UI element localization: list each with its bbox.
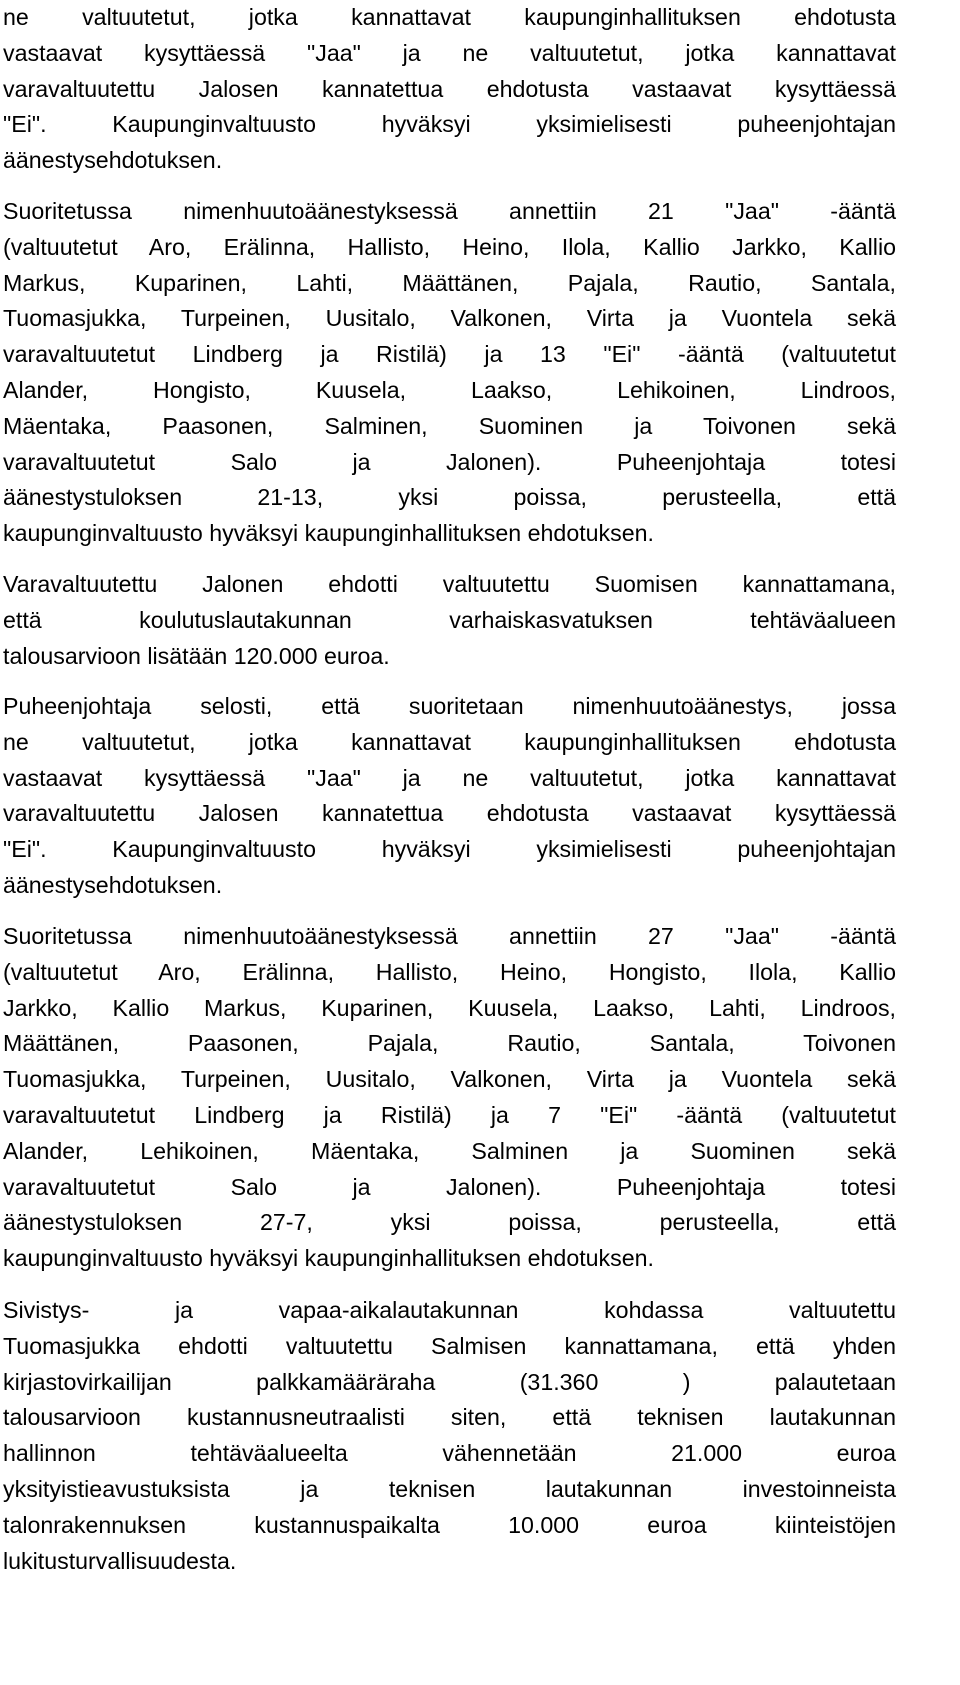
text-line: Suoritetussa nimenhuutoäänestyksessä annettiin 21 "Jaa" -ääntä	[3, 198, 896, 224]
text-line: kaupunginvaltuusto hyväksyi kaupunginhallituksen ehdotuksen.	[3, 520, 654, 547]
text-line: Markus, Kuparinen, Lahti, Määttänen, Pajala, Rautio, Santala,	[3, 269, 896, 296]
text-line: yksityistieavustuksista ja teknisen lautakunnan investoinneista	[3, 1475, 896, 1502]
paragraph-jalonen-proposal	[3, 567, 896, 674]
text-line: lukitusturvallisuudesta.	[3, 1547, 237, 1574]
text-line: varavaltuutetut Lindberg ja Ristilä) ja 7 "Ei" -ääntä (valtuutetut	[3, 1101, 896, 1128]
text-line: äänestysehdotuksen.	[3, 147, 223, 174]
text-line: Tuomasjukka ehdotti valtuutettu Salmisen kannattamana, että yhden	[3, 1332, 896, 1359]
text-line: hallinnon tehtäväalueelta vähennetään 21.000 euroa	[3, 1440, 896, 1467]
text-line: vastaavat kysyttäessä "Jaa" ja ne valtuutetut, jotka kannattavat	[3, 764, 896, 791]
paragraph-vote-procedure-intro-end	[3, 0, 896, 179]
text-line: talonrakennuksen kustannuspaikalta 10.000 euroa kiinteistöjen	[3, 1511, 896, 1538]
text-line: talousarvioon kustannusneutraalisti siten, että teknisen lautakunnan	[3, 1404, 896, 1431]
text-line: talousarvioon lisätään 120.000 euroa.	[3, 642, 390, 669]
text-line: Mäentaka, Paasonen, Salminen, Suominen ja Toivonen sekä	[3, 412, 896, 439]
text-line: Varavaltuutettu Jalonen ehdotti valtuutettu Suomisen kannattamana,	[3, 571, 896, 597]
text-line: varavaltuutettu Jalosen kannatettua ehdotusta vastaavat kysyttäessä	[3, 800, 896, 827]
text-line: varavaltuutettu Jalosen kannatettua ehdotusta vastaavat kysyttäessä	[3, 75, 896, 102]
text-line: Jarkko, Kallio Markus, Kuparinen, Kuusela, Laakso, Lahti, Lindroos,	[3, 994, 896, 1021]
text-line: varavaltuutetut Salo ja Jalonen). Puheenjohtaja totesi	[3, 448, 896, 475]
text-line: (valtuutetut Aro, Erälinna, Hallisto, Heino, Ilola, Kallio Jarkko, Kallio	[3, 233, 896, 260]
text-line: "Ei". Kaupunginvaltuusto hyväksyi yksimielisesti puheenjohtajan	[3, 111, 896, 138]
text-line: (valtuutetut Aro, Erälinna, Hallisto, Heino, Hongisto, Ilola, Kallio	[3, 958, 896, 985]
text-line: ne valtuutetut, jotka kannattavat kaupunginhallituksen ehdotusta	[3, 4, 896, 30]
text-line: Määttänen, Paasonen, Pajala, Rautio, Santala, Toivonen	[3, 1030, 896, 1057]
text-line: Tuomasjukka, Turpeinen, Uusitalo, Valkonen, Virta ja Vuontela sekä	[3, 1066, 896, 1093]
paragraph-vote-result-21-13	[3, 194, 896, 552]
paragraph-vote-procedure-second	[3, 689, 896, 904]
text-line: että koulutuslautakunnan varhaiskasvatuksen tehtäväalueen	[3, 606, 896, 633]
paragraph-vote-result-27-7	[3, 919, 896, 1277]
text-line: vastaavat kysyttäessä "Jaa" ja ne valtuutetut, jotka kannattavat	[3, 39, 896, 66]
text-line: Suoritetussa nimenhuutoäänestyksessä annettiin 27 "Jaa" -ääntä	[3, 923, 896, 949]
text-line: äänestystuloksen 27-7, yksi poissa, perusteella, että	[3, 1209, 896, 1236]
text-line: Puheenjohtaja selosti, että suoritetaan nimenhuutoäänestys, jossa	[3, 693, 896, 719]
paragraph-library-proposal	[3, 1293, 896, 1579]
text-line: varavaltuutetut Salo ja Jalonen). Puheenjohtaja totesi	[3, 1173, 896, 1200]
text-line: ne valtuutetut, jotka kannattavat kaupunginhallituksen ehdotusta	[3, 728, 896, 755]
text-line: varavaltuutetut Lindberg ja Ristilä) ja 13 "Ei" -ääntä (valtuutetut	[3, 341, 896, 368]
text-line: Sivistys- ja vapaa-aikalautakunnan kohdassa valtuutettu	[3, 1297, 896, 1323]
text-line: Alander, Lehikoinen, Mäentaka, Salminen ja Suominen sekä	[3, 1137, 896, 1164]
text-line: Alander, Hongisto, Kuusela, Laakso, Lehikoinen, Lindroos,	[3, 376, 896, 403]
text-line: kaupunginvaltuusto hyväksyi kaupunginhallituksen ehdotuksen.	[3, 1245, 654, 1272]
text-line: Tuomasjukka, Turpeinen, Uusitalo, Valkonen, Virta ja Vuontela sekä	[3, 305, 896, 332]
text-line: äänestystuloksen 21-13, yksi poissa, perusteella, että	[3, 484, 896, 511]
text-line: kirjastovirkailijan palkkamääräraha (31.360 ) palautetaan	[3, 1368, 896, 1395]
text-line: "Ei". Kaupunginvaltuusto hyväksyi yksimielisesti puheenjohtajan	[3, 836, 896, 863]
text-line: äänestysehdotuksen.	[3, 871, 223, 898]
